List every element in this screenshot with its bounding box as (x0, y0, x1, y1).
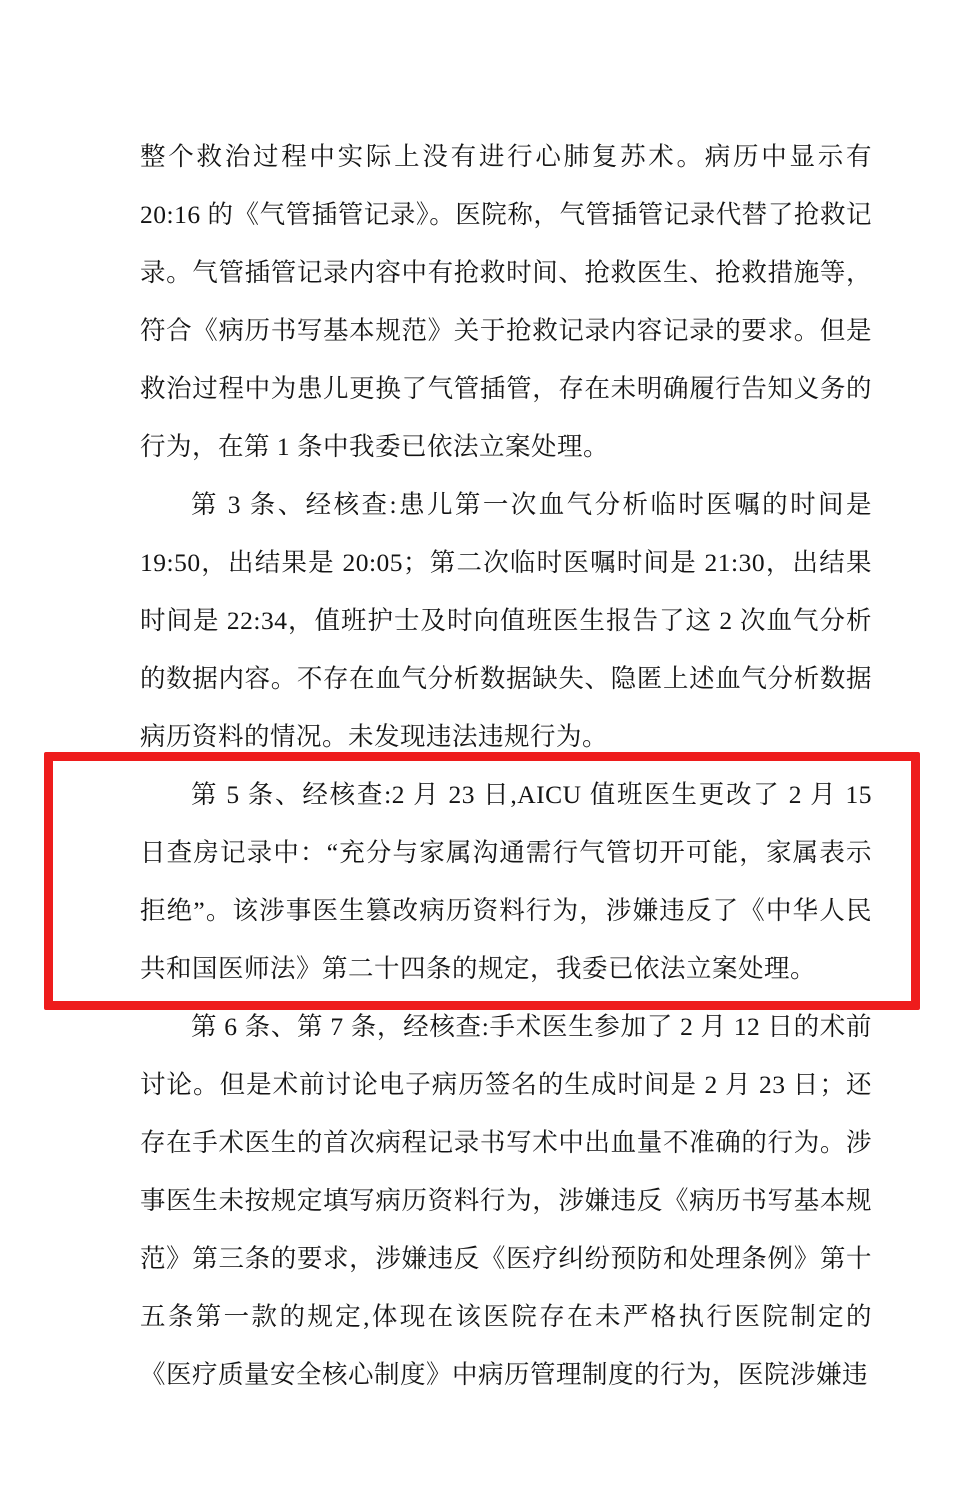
paragraph-4-item-6-7: 第 6 条、第 7 条，经核查:手术医生参加了 2 月 12 日的术前讨论。但是术前讨论电子病历签名的生成时间是 2 月 23 日；还存在手术医生的首次病程记录书写术中出血量不准确的行为。涉事医生未按规定填写病历资料行为，涉嫌违反《病历书写基本规范》第三条的要求，涉嫌违反《医疗纠纷预防和处理条例》第十五条第一款的规定,体现在该医院存在未严格执行医院制定的《医疗质量安全核心制度》中病历管理制度的行为，医院涉嫌违 (140, 1012, 872, 1389)
paragraph-2-item-3: 第 3 条、经核查:患儿第一次血气分析临时医嘱的时间是 19:50，出结果是 20:05；第二次临时医嘱时间是 21:30，出结果时间是 22:34，值班护士及时向值班医生报告了这 2 次血气分析的数据内容。不存在血气分析数据缺失、隐匿上述血气分析数据病历资料的情况。未发现违法违规行为。 (140, 490, 872, 751)
highlighted-clause-block (140, 766, 872, 998)
document-text-body (140, 128, 872, 1404)
paragraph-1: 整个救治过程中实际上没有进行心肺复苏术。病历中显示有 20:16 的《气管插管记录》。医院称，气管插管记录代替了抢救记录。气管插管记录内容中有抢救时间、抢救医生、抢救措施等，符合《病历书写基本规范》关于抢救记录内容记录的要求。但是救治过程中为患儿更换了气管插管，存在未明确履行告知义务的行为，在第 1 条中我委已依法立案处理。 (140, 142, 872, 461)
paragraph-3-item-5: 第 5 条、经核查:2 月 23 日,AICU 值班医生更改了 2 月 15 日查房记录中：“充分与家属沟通需行气管切开可能，家属表示拒绝”。该涉事医生篡改病历资料行为，涉嫌违反了《中华人民共和国医师法》第二十四条的规定，我委已依法立案处理。 (140, 780, 872, 983)
